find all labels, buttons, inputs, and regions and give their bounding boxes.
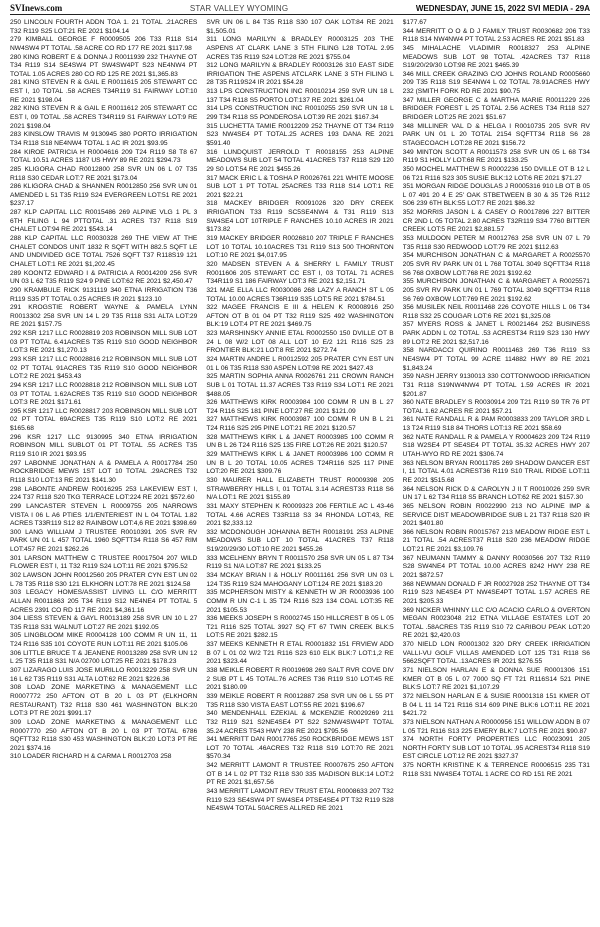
tax-listing-entry: 291 KROGSTIE ROBERT WAYNE & PAMELA LYNN R0013302 258 SVR UN 14 L 29 T35 R118 S31 ALTA LOT:29 RE 2021 $157.75	[10, 304, 198, 329]
tax-listing-entry: 346 MILL CREEK GRAZING C/O JOHNS ROLAND R0005660 209 T35 R118 S19 SE4NW4 L 02 TOTAL 78.91ACRES HWY 232 (SMITH FORK RD RE 2021 $90.75	[402, 70, 590, 96]
tax-listing-entry: 338 MEIKLE ROBERT R R0019698 269 SALT RVR COVE DIV 2 SUB PT L 45 TOTAL.76 ACRES T36 R119 S10 LOT:45 RE 2021 $180.09	[206, 667, 394, 692]
tax-listing-entry: 349 MINTON SCOTT A R0011573 258 SVR UN 05 L 68 T34 R119 S1 HOLLY LOT:68 RE 2021 $133.25	[402, 148, 590, 165]
tax-listing-entry: 305 LINGBLOOM MIKE R0004128 100 COMM R UN 11, 11 T24 R116 S35 101 COYOTE RUN LOT:11 RE 2021 $105.06	[10, 632, 198, 649]
tax-listing-entry: 288 KLP CAPITAL LLC R0030328 269 THE VIEW AT THE CHALET CONDOS UNIT 1832 R SQFT WITH 882.5 SQFT LE AND UNDIVIDED GCE TOTAL 7526 SQFT T37 R118S19 121 CHALET LOT:1 RE 2021 $1,202.45	[10, 235, 198, 268]
tax-listing-entry: 281 KING STEVEN R & GAIL E R0011615 205 STEWART CC EST I, 10 TOTAL .58 ACRES T34R119 S1 FAIRWAY LOT:10 RE 2021 $198.04	[10, 79, 198, 104]
tax-listing-entry: 318 MACKEY BRIDGER R0091026 320 DRY CREEK IRRIGATION T33 R119 SC5SE4NW4 & T31 R119 S13 SW4SE4 LOT 10TRIPLE F RANCHES 10.10 ACRES IR 2021 $173.82	[206, 200, 394, 234]
tax-listing-entry: 290 KRAMBULE RICK 9131119 340 ETNA IRRIGATION T36 R119 S35 PT TOTAL 0.25 ACRES IR 2021 $123.10	[10, 286, 198, 303]
tax-listing-entry: 307 LIZARAGO LUIS JOSE MURILLO R0013229 258 SVR UN 16 L 62 T35 R119 S31 ALTA LOT:62 RE 2021 $226.36	[10, 667, 198, 683]
tax-listing-entry: 344 MERRITT O O & D J FAMILY TRUST R0030682 206 T33 R118 S14 NW4NW4 PT TOTAL 2.53 ACRES RE 2021 $51.83	[402, 27, 590, 44]
listing-columns	[10, 19, 590, 924]
tax-listing-entry: 324 MARTIN ANDRE L R0012592 205 PRATER CYN EST UN 01 L 06 T35 R118 S30 ASPEN LOT:98 RE 2021 $427.43	[206, 355, 394, 372]
tax-listing-entry: 300 LANG WILLIAM J TRUSTEE R0010391 205 SVR RV PARK UN 01 L 457 TOTAL 1960 SQFTT34 R118 S6 457 RIM LOT:457 RE 2021 $262.26	[10, 528, 198, 554]
tax-listing-entry: 350 MOCHEL MATTHEW S R0002236 150 DVILLE OT B 12 L 06 T21 R116 S23 305 SUSIE BLK:12 LOT:6 RE 2021 $71.27	[402, 165, 590, 182]
tax-listing-entry: 296 KSR 1217 LLC 9130995 340 ETNA IRRIGATION ROBINSON MILL SUBLOT 01 PT TOTAL .55 ACRES T35 R119 S10 IR 2021 $93.95	[10, 433, 198, 459]
tax-listing-entry: 365 NELSON ROBIN R0022990 213 NO ALPINE IMP & SERVICE DIST MEADOWBRIDGE SUB L 21 T37 R118 S20 IR 2021 $401.80	[402, 502, 590, 528]
tax-listing-entry: 356 MUSILEK NEIL R0011468 226 COYOTE HILLS L 06 T34 R118 S32 25 COUGAR LOT:6 RE 2021 $1,325.08	[402, 304, 590, 320]
tax-listing-entry: 283 KINSLOW TRAVIS M 9130945 380 PORTO IRRIGATION T34 R118 S18 NE4NW4 TOTAL 1 AC IR 2021 $93.95	[10, 131, 198, 147]
tax-listing-entry: 285 KLIGORA CHAD R0012800 258 SVR UN 06 L 07 T35 R118 S30 CEDAR LOT:7 RE 2021 $173.04	[10, 165, 198, 182]
tax-listing-entry: 315 LUCHETTA TAMIE R0012209 252 THAYNE OT T34 R119 S23 NW4SE4 PT TOTAL.25 ACRES 193 DANA RE 2021 $591.40	[206, 122, 394, 147]
tax-listing-entry: 340 MENDENHALL EZEKIAL & MCKENZIE R0029269 211 T32 R119 S21 S2NE4SE4 PT S22 S2NW4SW4PT TOTAL 35.24 ACRES T543 HWY 238 RE 2021 $795.56	[206, 710, 394, 735]
tax-listing-entry: 342 MERRITT LAMONT R TRUSTEE R0007675 250 AFTON OT B 14 L 02 PT T32 R118 S30 335 MADISON BLK:14 LOT:2 PT RE 2021 $1,657.56	[206, 762, 394, 787]
column-1	[10, 19, 197, 924]
tax-listing-entry: 297 LABONNE JONATHAN A & PAMELA A R0017784 250 ROCKBRIDGE MEWS 1ST LOT 10 TOTAL .29ACRES T32 R118 S10 LOT:13 RE 2021 $141.30	[10, 459, 198, 484]
tax-listing-entry: 319 MACKEY BRIDGER R0026810 207 TRIPLE F RANCHES LOT 10 TOTAL 10.10ACRES T31 R119 S13 500 THORNTON LOT:10 RE 2021 $4,017.95	[206, 235, 394, 260]
column-3	[403, 19, 590, 924]
tax-listing-entry: 339 MEIKLE ROBERT R R0012887 258 SVR UN 06 L 55 PT T35 R118 S30 VISTA EAST LOT:55 RE 2021 $196.67	[206, 692, 394, 709]
tax-listing-entry: 343 MERRITT LAMONT REV TRUST ETAL R0008633 207 T32 R119 S23 SE4SW4 PT SW4SE4 PTSE4SE4 PT T32 R119 S28 NE4SW4 TOTAL 50ACRES ALLRED RE 2021	[206, 788, 394, 813]
tax-listing-entry: 367 NEUMANN TAMMY & DANNY R0030566 207 T32 R119 S28 SW4NE4 PT TOTAL 10.00 ACRES 8242 HWY 238 RE 2021 $872.57	[402, 554, 590, 579]
tax-listing-entry: 311 LONG MARILYN & BRADLEY R0003125 203 THE ASPENS AT CLARK LANE 3 5TH FILING L28 TOTAL 2.95 ACRES T35 R119 S24 LOT:28 RE 2021 $755.04	[206, 36, 394, 61]
tax-listing-entry: 364 NELSON RICK D & CAROLYN J II T R0010026 259 SVR UN 17 L 62 T34 R118 S5 BRANCH LOT:62 RE 2021 $157.30	[402, 485, 590, 502]
tax-listing-entry: 250 LINCOLN FOURTH ADDN TOA 1. 21 TOTAL .21ACRES T32 R119 S25 LOT:21 RE 2021 $104.14	[10, 19, 198, 35]
tax-listing-entry: 328 MATTHEWS KIRK L & JANET R0003985 100 COMM R UN B L 26 T24 R116 S25 135 FIRE LOT:26 RE 2021 $120.57	[206, 433, 394, 450]
tax-listing-entry: 302 LAWSON JOHN R0012560 205 PRATER CYN EST UN 02 L 78 T35 R118 S30 121 ELKHORN LOT:78 RE 2021 $124.58	[10, 572, 198, 588]
tax-listing-entry: 357 MYERS ROSS & JANET L R0021464 252 BUSINESS PARK ADDN L 02 TOTAL .53 ACREST34 R119 S23 130 HWY 89 LOT:2 RE 2021 $2,517.16	[402, 321, 590, 346]
tax-listing-entry: 341 MERRITT DAN R0017765 250 ROCKBRIDGE MEWS 1ST LOT 70 TOTAL .46ACRES T32 R118 S19 LOT:70 RE 2021 $570.34	[206, 736, 394, 761]
tax-listing-entry: 362 NATE RANDALL R & PAMELA Y R0004623 209 T24 R119 S18 W2SE4 PT SE4SE4 PT TOTAL 35.32 ACRES HWY 207 UTAH-WYO RD RE 2021 $306.74	[402, 433, 590, 459]
tax-listing-entry: 322 MAGEE FRANCIS E III & HELEN K R0008916 250 AFTON OT B 01 04 PT T32 R119 S25 492 WASHINGTON BLK:19 LOT:4 PT RE 2021 $469.75	[206, 304, 394, 329]
tax-listing-entry: 301 LARSON MATTHEW C TRUSTEE R0017504 207 WILD FLOWER EST I, 11 T32 R119 S24 LOT:11 RE 2021 $795.52	[10, 554, 198, 571]
tax-listing-entry: SVR UN 06 L 84 T35 R118 S30 107 OAK LOT:84 RE 2021 $1,505.01	[206, 19, 394, 35]
column-2	[206, 19, 393, 924]
tax-listing-entry: 331 MAXY STEPHEN K R0009323 206 FERTILE AC L 43-46 TOTAL 4.66 ACRES T33R118 S3 34 RHONDA LOT:43, RE 2021 $2,333.12	[206, 502, 394, 528]
tax-listing-entry: 358 NARDACCI QUIRINO R0011463 269 T36 R119 S3 NE4SW4 PT TOTAL 99 ACRE 114882 HWY 89 RE 2021 $1,843.24	[402, 347, 590, 372]
tax-listing-entry: 351 MORGAN RIDGE DOUGLAS J R0005316 910 LB OT B 05 L 07 491 20 4 E 25' OAK STBETWEEN B 30 & 35 T26 R112 S06 239 6TH BLK:55 LOT:7 RE 2021 $86.32	[402, 183, 590, 208]
tax-listing-entry: 363 NELSON BRYAN R0011785 269 SHADOW DANCER EST I, 11 TOTAL 4.01 ACREST36 R119 S10 TRAIL RIDGE LOT:11 RE 2021 $515.68	[402, 459, 590, 484]
tax-listing-entry: 310 LOADER RICHARD H & CARMA L R0012703 258	[10, 753, 172, 761]
tax-listing-entry: 325 MARTIN SOPHIA ANNA R0026761 211 CROWN RANCH SUB L 01 TOTAL 11.37 ACRES T33 R119 S34 LOT:1 RE 2021 $488.05	[206, 373, 394, 398]
tax-listing-entry: 295 KSR 1217 LLC R0028817 203 ROBINSON MILL SUB LOT 02 PT TOTAL 69ACRES T35 R119 S10 LOT:2 RE 2021 $165.68	[10, 407, 198, 433]
tax-listing-entry: 374 NORTH FORTY PROPERTIES LLC R0023091 205 NORTH FORTY SUB LOT 10 TOTAL .95 ACREST34 R118 S19 EST CIRCLE LOT:12 RE 2021 $327.37	[402, 736, 590, 761]
tax-listing-entry: 312 LONG MARILYN & BRADLEY R0003126 310 EAST SIDE IRRIGATION THE ASPENS ATCLARK LANE 3 5TH FILING L 28 T35 R119S24 IR 2021 $54.28	[206, 62, 394, 87]
tax-listing-entry: 354 MURCHISON JONATHAN C & MARGARET A R0025570 205 SVR RV PARK UN 01 L 768 TOTAL 3049 SQFTT34 R118 S6 768 OXBOW LOT:768 RE 2021 $192.62	[402, 252, 590, 277]
tax-listing-entry: 320 MADSEN STEVEN A & SHERRY L FAMILY TRUST R0011606 205 STEWART CC EST I, 03 TOTAL 71 ACRES T34R119 S1 186 FAIRWAY LOT:3 RE 2021 $2,151.71	[206, 260, 394, 286]
tax-listing-entry: 293 KSR 1217 LLC R0028816 212 ROBINSON MILL SUB LOT 02 PT TOTAL 91ACRES T35 R119 S10 GOOD NEIGHBOR LOT:2 RE 2021 $453.43	[10, 355, 198, 381]
tax-listing-entry: 309 LOAD ZONE MARKETING & MANAGEMENT LLC R0007770 250 AFTON OT B 20 L 03 PT TOTAL 6786 SQFTT32 R118 S30 453 WASHINGTON BLK:20 LOT:3 PT RE 2021 $374.16	[10, 718, 198, 752]
tax-listing-entry: 299 LANCASTER STEVEN L R0009755 205 NARROWS VISTA I 06 L A6 PTIES 1/1/ENTERIEST IN L 04 TOTAL 1.82 ACRES T33R119 S12 82 RAINBOW LOT:4,6 RE 2021 $398.69	[10, 502, 198, 528]
tax-listing-entry: 352 MORRIS JASON L & CASEY O R0017896 227 BITTER CR 2ND L 05 TOTAL 2.80 ACRES T32R119 S34 7760 BITTER CREEK LOT:5 RE 2021 $2,881.57	[402, 209, 590, 234]
tax-listing-entry: 360 NATE BRADLEY S R0030914 209 T21 R119 S9 TR 76 PT TOTAL 1.62 ACRES RE 2021 $57.21	[402, 399, 590, 415]
publication-name: STAR VALLEY WYOMING	[189, 4, 289, 13]
tax-listing-entry: 366 NELSON ROBIN R0015767 213 MEADOW RIDGE EST L 21 TOTAL .54 ACREST37 R118 S20 236 MEADOW RIDGE LOT:21 RE 2021 $3,109.76	[402, 528, 590, 554]
tax-listing-entry: 329 MATTHEWS KIRK L & JANET R0003986 100 COMM R UN B L 20 TOTAL 10.05 ACRES T24R116 S25 117 PINE LOT:20 RE 2021 $309.76	[206, 451, 394, 476]
tax-listing-entry: 353 MULDOON PETER M R0012763 258 SVR UN 07 L 79 T35 R118 S30 REDWOOD LOT:79 RE 2021 $112.63	[402, 235, 590, 251]
tax-listing-entry: 282 KING STEVEN R & GAIL E R0011612 205 STEWART CC EST I, 09 TOTAL .58 ACRES T34R119 S1 FAIRWAY LOT:9 RE 2021 $198.04	[10, 105, 198, 130]
tax-listing-entry: 370 NIELD LON R0001302 320 DRY CREEK IRRIGATION VALLI-VU GOLF VILLAS AMENDED LOT 125 T31 R118 S6 5662SQFT TOTAL .13ACRES IR 2021 $276.55	[402, 641, 590, 666]
tax-listing-entry: 294 KSR 1217 LLC R0028818 212 ROBINSON MILL SUB LOT 03 PT TOTAL 1.62ACRES T35 R119 S10 GOOD NEIGHBOR LOT:3 RE 2021 $171.61	[10, 381, 198, 407]
tax-listing-entry: 303 LEGACY HOMES/ASSIST LIVING LL C/O MERRITT ALLAN R0011863 205 T34 R119 S12 NE4NE4 PT TOTAL 5 ACRES 2391 CO RD 117 RE 2021 $4,361.16	[10, 589, 198, 614]
tax-listing-entry: 298 LABONTE ANDREW R0016295 253 LAKEVIEW EST I, 224 T37 R118 S20 TKG TERRACE LOT:224 RE 2021 $572.60	[10, 485, 198, 502]
tax-listing-entry: 292 KSR 1217 LLC R0028819 203 ROBINSON MILL SUB LOT 03 PT TOTAL 6.41ACRES T35 R119 S10 GOOD NEIGHBOR LOT:3 RE 2021 $1,270.13	[10, 330, 198, 355]
tax-listing-entry: 336 MEEKS JOSEPH S R0002745 150 HILLCREST B 05 L 05 T21 R116 S25 TOTAL 3927 SQ FT 67 TWIN CREEK BLK:5 LOT:5 RE 2021 $282.15	[206, 615, 394, 640]
tax-listing-entry: 337 MEEKS KENNETH R ETAL R0001832 151 FRVIEW ADD B 07 L 01 02 W/2 T21 R116 S23 610 ELK BLK:7 LOT:1,2 RE 2021 $323.44	[206, 641, 394, 666]
tax-listing-entry: 314 LPS CONSTRUCTION INC R0010255 259 SVR UN 18 L 299 T34 R118 S5 PONDEROSA LOT:39 RE 2021 $167.34	[206, 105, 394, 122]
tax-listing-entry: 361 NATE RANDALL R & PAM R0003833 209 TAYLOR 3RD L 13 T24 R119 S18 84 THORS LOT:13 RE 2021 $58.69	[402, 416, 590, 433]
tax-listing-entry: 323 MARSHINSKY ANNIE ETAL R0002550 150 DVILLE OT B 24 L 08 W/2 LOT 08 ALL LOT 10 E/2 121 R116 S25 23 FRONTIER BLK:21 LOT:8 RE 2021 $272.74	[206, 330, 394, 355]
tax-listing-entry: 316 LUNDQUIST JERROLD T R0018155 253 ALPINE MEADOWS SUB LOT 54 TOTAL 41ACRES T37 R118 S29 120 29 S0 LOT:54 RE 2021 $455.26	[206, 148, 394, 173]
tax-listing-entry: 306 LITTLE BRUCE T & JEANENE R0013289 258 SVR UN 12 L 25 T35 R118 S31 N/A 02700 LOT:25 RE 2021 $178.23	[10, 649, 198, 666]
tax-listing-entry: 308 LOAD ZONE MARKETING & MANAGEMENT LLC R0007772 250 AFTON OT B 20 L 03 PT (ELKHORN RESTAURANT) T32 R118 S30 461 WASHINGTON BLK:20 LOT:3 PT RE 2021 $991.17	[10, 684, 198, 718]
issue-info: WEDNESDAY, JUNE 15, 2022 SVI MEDIA - 29A	[415, 4, 590, 13]
tax-listing-entry: 335 MCPHERSON MISTY & KENNETH W JR R0003936 100 COMM R UN C-1 L 35 T24 R116 S23 134 COAL LOT:35 RE 2021 $105.53	[206, 589, 394, 614]
tax-listing-entry: 289 KOONTZ EDWARD I & PATRICIA A R0014209 256 SVR UN 03 L 62 T35 R119 S24 9 PINE LOT:62 RE 2021 $2,450.47	[10, 269, 198, 286]
tax-listing-entry: 369 NICKER WHINNY LLC C/O ACACIO CARLO & OVERTON MEGAN R0023048 212 ETNA VILLAGE ESTATES LOT 20 TOTAL .58ACRES T35 R119 S10 72 CARIBOU PEAK LOT:20 RE 2021 $2,420.03	[402, 606, 590, 640]
tax-listing-entry: 279 KIMBALL GEORGE F R0009505 206 T33 R118 S14 NW4SW4 PT TOTAL .58 ACRE CO RD 177 RE 2021 $117.98	[10, 36, 198, 52]
tax-listing-entry: 286 KLIGORA CHAD & SHANNEN R0012850 256 SVR UN 01 AMENDED L 51 T35 R119 S24 EVERGREEN LOT:51 RE 2021 $237.17	[10, 183, 198, 208]
tax-listing-entry: 334 MCKAY BRIAN I & HOLLY R0011161 256 SVR UN 03 L 124 T35 R119 S24 MAHOGANY LOT:124 RE 2021 $183.20	[206, 572, 394, 588]
tax-listing-entry: 333 MCELHENY BRYN T R0011570 258 SVR UN 05 L 87 T34 R119 S1 N/A LOT:87 RE 2021 $133.25	[206, 554, 394, 571]
tax-listing-entry: 330 MAURER HALL ELIZABETH TRUST R0009398 205 STRAWBERRY HILLS I, 01 TOTAL 3.14 ACREST33 R118 S6 N/A LOT:1 RE 2021 $155.89	[206, 476, 394, 502]
tax-listing-entry: 287 KLP CAPITAL LLC R0015486 269 ALPINE VLG 1 PL 3 6TH FILING L 94 PTTOTAL .31 ACRES T37 R118 S19 CHALET LOT:94 RE 2021 $543.14	[10, 209, 198, 234]
tax-listing-entry: 321 MAE ELLA LLC R0030086 268 LAZY A RANCH ST L 05 TOTAL 10.00 ACRES T36R119 S35 LOT:5 RE 2021 $784.51	[206, 286, 394, 303]
tax-listing-entry: 372 NIELSON HARLAN E & SUSIE R0001318 151 KMER OT B 04 L 11 14 T21 R116 S14 609 PINE BLK:6 LOT:11 RE 2021 $421.72	[402, 692, 590, 718]
tax-listing-entry: 347 MILLER GEORGE C & MARTHA MARIE R0011229 226 BRIDGER FOREST L 25 TOTAL 2.56 ACRES T34 R118 S27 BRIDGER LOT:25 RE 2021 $51.67	[402, 96, 590, 122]
tax-listing-entry: 317 MACK ERIC L & TOSHA P R0026761 221 WHITE MOOSE SUB LOT 1 PT TOTAL 25ACRES T33 R118 S14 LOT:1 RE 2021 $22.21	[206, 174, 394, 199]
tax-listing-entry: 355 MURCHISON JONATHAN C & MARGARET A R0025571 205 SVR RV PARK UN 01 L 769 TOTAL 3049 SQFTT34 R118 S6 769 OXBOW LOT:769 RE 2021 $192.62	[402, 278, 590, 303]
masthead	[10, 3, 590, 15]
tax-listing-entry: 284 KIROE PATRICIA H R0004616 209 T24 R119 S8 T8 67 TOTAL 10.51 ACRES 1187 US HWY 89 RE 2021 $294.73	[10, 148, 198, 165]
tax-listing-entry: 345 MIHALACHE VLADIMIR R0018327 253 ALPINE MEADOWS SUB LOT 98 TOTAL .42ACRES T37 R118 S19/20/29/30 LOT:98 RE 2021 $465.39	[402, 44, 590, 70]
tax-listing-entry: 368 NEWMAN DONALD F JR R0027928 252 THAYNE OT T34 R119 S23 NE4SE4 PT NW4SE4PT TOTAL 1.57 ACRES RE 2021 $205.33	[402, 580, 590, 605]
tax-listing-entry: 332 MCDONOUGH JOHANNA BETH R0018191 253 ALPINE MEADOWS SUB LOT 10 TOTAL 41ACRES T37 R118 S19/20/29/30 LOT:10 RE 2021 $455.26	[206, 528, 394, 554]
site-name: SVInews.com	[10, 3, 63, 13]
tax-listing-entry: 326 MATTHEWS KIRK R0003984 100 COMM R UN B L 27 T24 R116 S25 181 PINE LOT:27 RE 2021 $121.09	[206, 399, 394, 415]
tax-listing-entry: 373 NIELSON NATHAN A R0000956 151 WILLOW ADDN B 07 L 05 T21 R116 S13 225 EMERY BLK:7 LOT:5 RE 2021 $90.87	[402, 718, 590, 735]
tax-listing-entry: 375 NORTH KRISTINE K & TERRENCE R0006515 235 T31 R118 S31 NW4SE4 TOTAL 1 ACRE CO RD 151 RE 2021	[402, 762, 590, 778]
tax-listing-entry: 371 NIELSON HARLAN E & DONNA SUE R0001306 151 KMER OT B 05 L 07 7000 SQ FT T21 R116S14 521 PINE BLK:5 LOT:7 RE 2021 $1,107.29	[402, 667, 590, 692]
tax-listing-entry: $177.67	[402, 19, 427, 26]
tax-listing-entry: 280 KING ROBERT E & DONNA J R0011939 232 THAYNE OT T34 R119 S14 SE4SW4 PT SW4SW4PT S23 NE4NW4 PT TOTAL 1.05 ACRES 280 CO RD 125 RE 2021 $1,365.83	[10, 53, 198, 78]
tax-listing-entry: 327 MATTHEWS KIRK R0003987 100 COMM R UN B L 21 T24 R116 S25 295 PINE LOT:21 RE 2021 $120.57	[206, 416, 394, 433]
tax-listing-entry: 348 MILLINER VAL D & HELGA I R0010735 205 SVR RV PARK UN 01 L 20 TOTAL 2154 SQFTT34 R118 S6 28 STAGECOACH LOT:28 RE 2021 $156.72	[402, 122, 590, 147]
tax-listing-entry: 359 NASH JERRY 9130013 330 COTTONWOOD IRRIGATION T31 R118 S19NW4NW4 PT TOTAL 1.59 ACRES IR 2021 $201.87	[402, 373, 590, 398]
tax-listing-entry: 304 LIESS STEVEN & GAYL R0013189 258 SVR UN 10 L 27 T35 R118 S31 WALNUT LOT:27 RE 2021 $192.05	[10, 615, 198, 631]
tax-listing-entry: 313 LPS CONSTRUCTION INC R0010214 259 SVR UN 18 L 137 T34 R118 S5 PORTO LOT:137 RE 2021 $261.04	[206, 88, 394, 104]
